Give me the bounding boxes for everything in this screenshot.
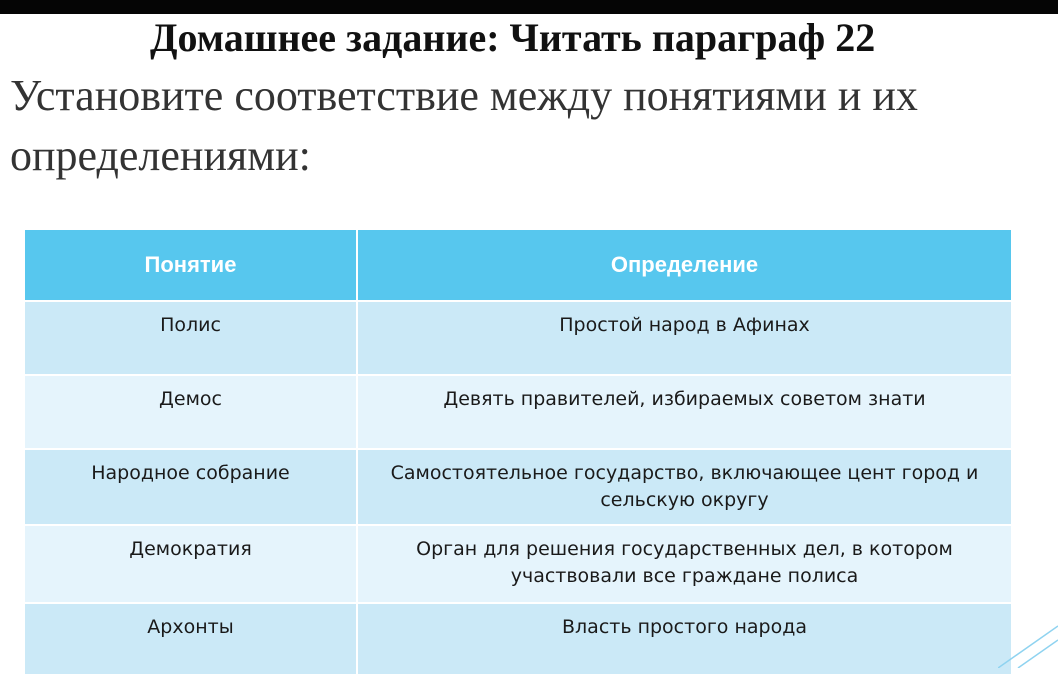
definition-cell: Власть простого народа — [357, 603, 1012, 675]
header-definition: Определение — [357, 229, 1012, 301]
definition-cell: Девять правителей, избираемых советом знати — [357, 375, 1012, 449]
header-concept: Понятие — [24, 229, 357, 301]
definition-cell: Простой народ в Афинах — [357, 301, 1012, 375]
concept-cell: Демос — [24, 375, 357, 449]
table-row — [24, 301, 1012, 375]
concept-cell: Полис — [24, 301, 357, 375]
concept-cell: Архонты — [24, 603, 357, 675]
top-bar — [0, 0, 1058, 14]
definition-cell: Самостоятельное государство, включающее цент город и сельскую округу — [357, 449, 1012, 525]
table-row — [24, 525, 1012, 603]
table-row — [24, 375, 1012, 449]
concept-cell: Демократия — [24, 525, 357, 603]
homework-title: Домашнее задание: Читать параграф 22 — [150, 15, 876, 60]
table-row — [24, 603, 1012, 675]
table-row — [24, 449, 1012, 525]
matching-table — [23, 228, 1011, 676]
corner-decoration — [998, 618, 1058, 668]
table-header-row — [24, 229, 1012, 301]
concept-cell: Народное собрание — [24, 449, 357, 525]
definition-cell: Орган для решения государственных дел, в котором участвовали все граждане полиса — [357, 525, 1012, 603]
task-instruction: Установите соответствие между понятиями и их определениями: — [10, 71, 918, 180]
